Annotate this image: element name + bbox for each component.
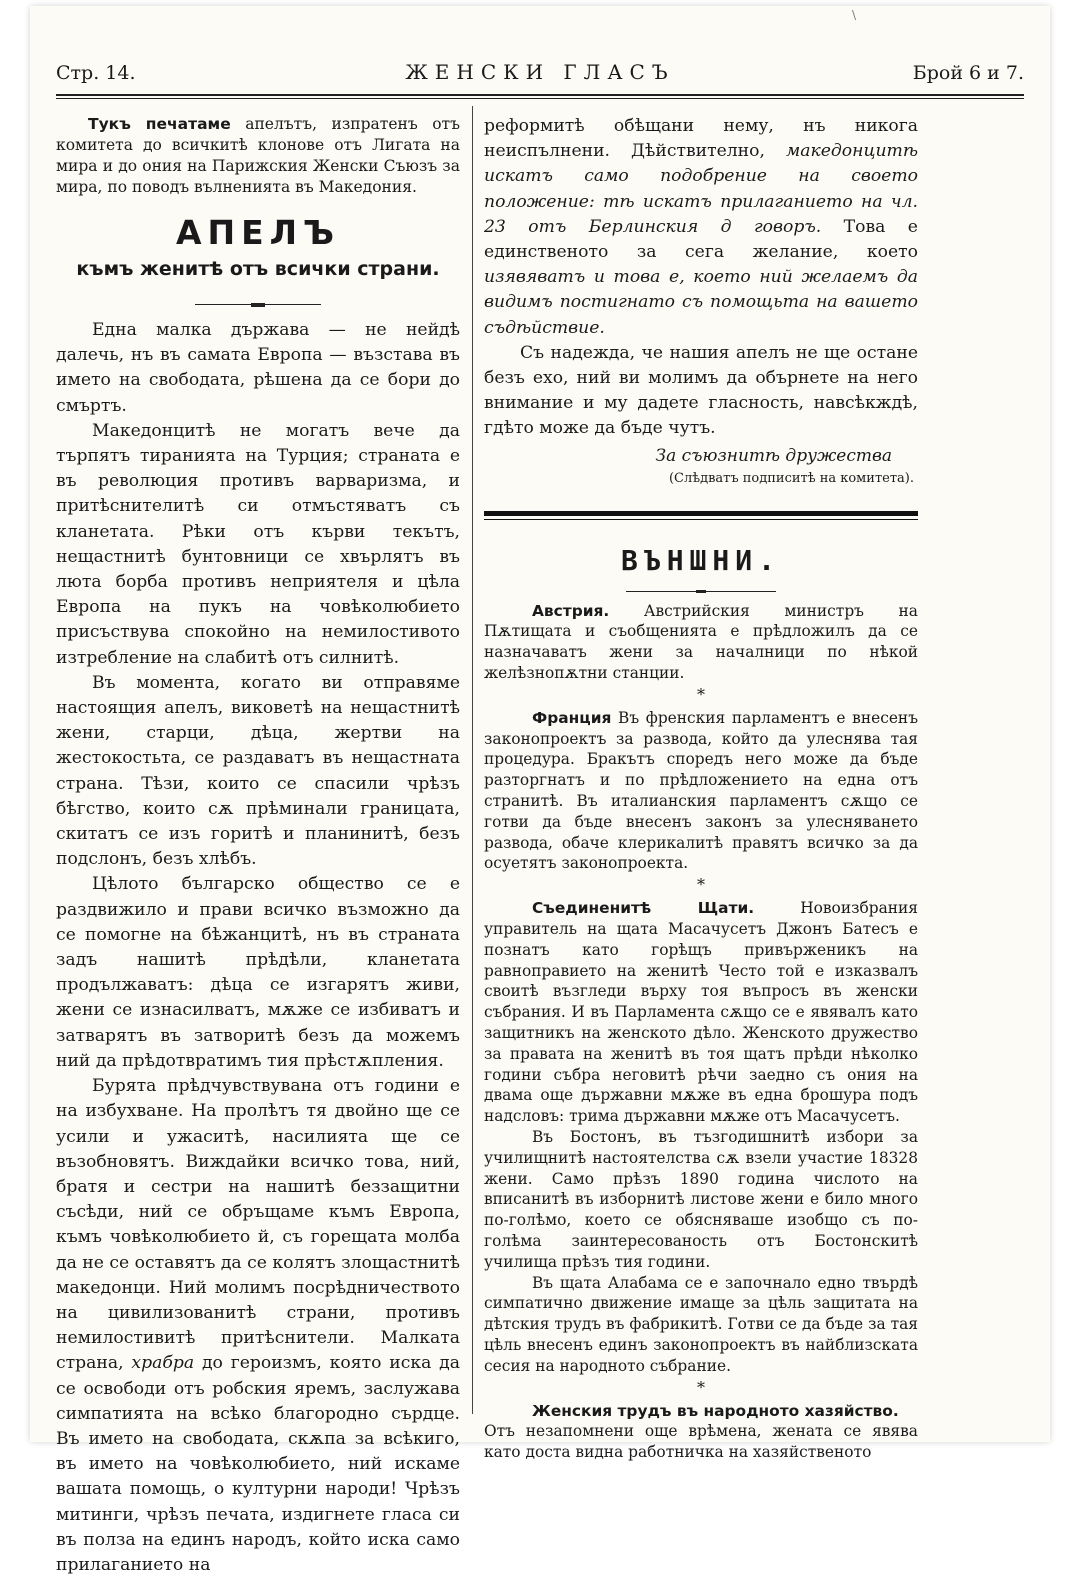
column-separator (472, 106, 473, 1414)
news-heading: Франция (532, 708, 612, 727)
apel-subtitle: къмъ женитѣ отъ всички страни. (76, 258, 440, 280)
page-number: Стр. 14. (56, 62, 136, 84)
apel-paragraph: Македонцитѣ не могатъ вече да търпятъ тиранията на Турция; страната е въ революция противъ варваризма, и притѣснителитѣ си отмъстяватъ съ кланетата. Рѣки отъ кърви текътъ, нещастнитѣ бунтовници се хвърлятъ въ люта борба противъ неприятеля и цѣла Европа на пукъ на човѣколюбието присъствува спокойно на немилостивото изтребление на слабитѣ отъ силнитѣ. (56, 420, 460, 668)
section-rule-thin (484, 519, 918, 520)
news-heading: Австрия. (532, 601, 610, 620)
section-rule-thick (484, 511, 918, 516)
left-column (56, 114, 460, 1578)
news-heading: Женския трудъ въ народното хазяйство. (532, 1401, 899, 1420)
news-item-women-labour (484, 1401, 918, 1463)
header-rule-thin (56, 98, 1024, 99)
text-part: Това е единственото за сега желание, което (484, 216, 918, 263)
news-item-usa-boston: Въ Бостонъ, въ тъзгодишнитѣ избори за училищнитѣ настоятелства сѫ взели участие 18328 жени. Само прѣзъ 1890 година числото на вписанитѣ въ изборнитѣ листове жени е било много по-голѣмо, което се обясняваше изобщо съ по-голѣма заинтересованость отъ Бостонскитѣ училища прѣзъ тия години. (484, 1127, 918, 1271)
news-item-france (484, 708, 918, 874)
apel-closing: Съ надежда, че нашия апелъ не ще остане безъ ехо, ний ви молимъ да обърнете на него внимание и му дадете гласность, навсѣкждѣ, гдѣто може да бъде чутъ. (484, 342, 918, 439)
signature-note: (Слѣдватъ подписитѣ на комитета). (668, 470, 914, 486)
ornament-divider (484, 581, 918, 587)
news-text: Австрийския министръ на Пѫтищата и съобщенията е прѣдложилъ да се назначаватъ жени за началници по нѣкой желѣзнопѫтни станции. (484, 601, 918, 683)
apel-paragraph-last (56, 1074, 460, 1578)
asterisk-divider: * (697, 875, 705, 895)
apel-paragraph: Цѣлото българско общество се е раздвижило и прави всичко възможно да се помогне на бѣжанцитѣ, нъ въ страната задъ нашитѣ прѣдѣли, кланетата продължаватъ: дѣца се изгарятъ живи, жени се изнасилватъ, мѫже се избиватъ и затварятъ въ затворитѣ безъ да можемъ ний да прѣдотвратимъ тия прѣстѫпления. (56, 874, 460, 1071)
right-column (484, 114, 918, 1463)
news-item-usa (484, 898, 918, 1127)
news-heading: Съединенитѣ Щати. (532, 899, 755, 918)
newspaper-title: ЖЕНСКИ ГЛАСЪ (405, 60, 675, 84)
italic-word: храбра (131, 1353, 195, 1374)
italic-part: македонцитѣ искатъ само подобрение на своето положение: тѣ искатъ прилаганието на чл. 23 отъ Берлинския д говоръ. (484, 141, 918, 237)
asterisk-divider: * (697, 1377, 705, 1397)
apel-title: АПЕЛЪ (175, 213, 341, 252)
italic-part: изявяватъ и това е, което ний желаемъ да видимъ постигнато съ помощьта на вашето съдѣйствие. (484, 267, 918, 338)
issue-number: Брой 6 и 7. (912, 62, 1024, 84)
ornament-divider (56, 294, 460, 300)
intro-text: апелътъ, изпратенъ отъ комитета до всичкитѣ клонове отъ Лигата на мира и до ония на Парижския Женски Съюзъ за мира, по поводъ вълненията въ Македония. (56, 115, 460, 196)
asterisk-divider: * (697, 684, 705, 704)
text-part: реформитѣ обѣщани нему, нъ никога неиспълнени. Дѣйствително, (484, 116, 918, 162)
news-text: Новоизбрания управитель на щата Масачусетъ Джонъ Батесъ е познатъ като горѣщъ привърженикъ на равноправието на женитѣ Често той е изказвалъ своитѣ възгледи върху тоя въпросъ въ женски събрания. И въ Парламента сѫщо се е явявалъ като защитникъ на женското дѣло. Женското дружество за правата на женитѣ въ тоя щатъ прѣди нѣколко години събра неговитѣ рѣчи заедно съ ония на двама още държавни мѫже въ една брошура подъ надсловъ: трима държавни мѫже отъ Масачусетъ. (484, 899, 918, 1126)
intro-note (56, 114, 460, 198)
news-item-usa-alabama: Въ щата Алабама се е започнало едно твърдѣ симпатично движение имаще за цѣль защитата на дѣтския трудъ въ фабрикитѣ. Готви се да бъде за тая цѣль внесенъ единъ законопроектъ въ найблизската сесия на народното събрание. (484, 1273, 918, 1375)
text-part: до героизмъ, която иска да се освободи отъ робския яремъ, заслужава симпатията на всѣко благородно сърдце. Въ името на свободата, скѫпа за всѣкиго, въ името на човѣколюбието, ний искаме вашата помощь, о културни народи! Чрѣзъ митинги, чрѣзъ печата, издигнете гласа си въ полза на единъ народъ, който иска само прилаганието на (56, 1353, 461, 1575)
intro-lead: Тукъ печатаме (88, 115, 231, 133)
news-item-austria (484, 601, 918, 684)
apel-continuation (484, 114, 918, 341)
newspaper-page (30, 6, 1050, 1575)
apel-paragraph: Въ момента, когато ви отправяме настоящия апелъ, виковетѣ на нещастнитѣ жени, старци, дѣца, жертви на жестокостьта, се раздаватъ въ нещастната страна. Тѣзи, които се спасили чрѣзъ бѣгство, които сѫ прѣминали границата, скитатъ се изъ горитѣ и планинитѣ, безъ подслонъ, безъ хлѣбъ. (56, 672, 460, 870)
header-rule (56, 94, 1024, 96)
apel-paragraph: Една малка държава — не нейдѣ далечь, нъ въ самата Европа — възстава въ името на свободата, рѣшена да се бори до смъртъ. (56, 320, 460, 416)
section-title: ВЪНШНИ. (620, 543, 781, 577)
corner-mark: \ (852, 8, 857, 22)
text-part: Бурята прѣдчувствувана отъ години е на избухване. На пролѣтъ тя двойно ще се усили и ужаситѣ, насилията ще се възобновятъ. Виждайки всичко това, ний, братя и сестри на нашитѣ беззащитни съсѣди, ний се обръщаме къмъ Европа, къмъ човѣколюбието й, съ горещата молба да не се оставятъ да се колятъ злощастнитѣ македонци. Ний молимъ посрѣдничеството на цивилизованитѣ страни, противъ немилостивитѣ притѣснители. Малката страна, (56, 1076, 460, 1374)
news-text: Отъ незапомнени още врѣмена, жената се явява като доста видна работничка на хазяйственото (484, 1422, 918, 1462)
signature: За съюзнитѣ дружества (655, 445, 892, 466)
page-header (56, 58, 1024, 88)
news-text: Въ френския парламентъ е внесенъ законопроектъ за развода, който да улеснява тая процедура. Бракътъ споредъ него може да бъде разторгнатъ и по прѣдложението на една отъ странитѣ. Въ италианския парламентъ сѫщо се готви да бъде внесенъ законъ за улесняването развода, обаче клерикалитѣ правятъ всичко за да осуетятъ законопроекта. (484, 708, 918, 873)
